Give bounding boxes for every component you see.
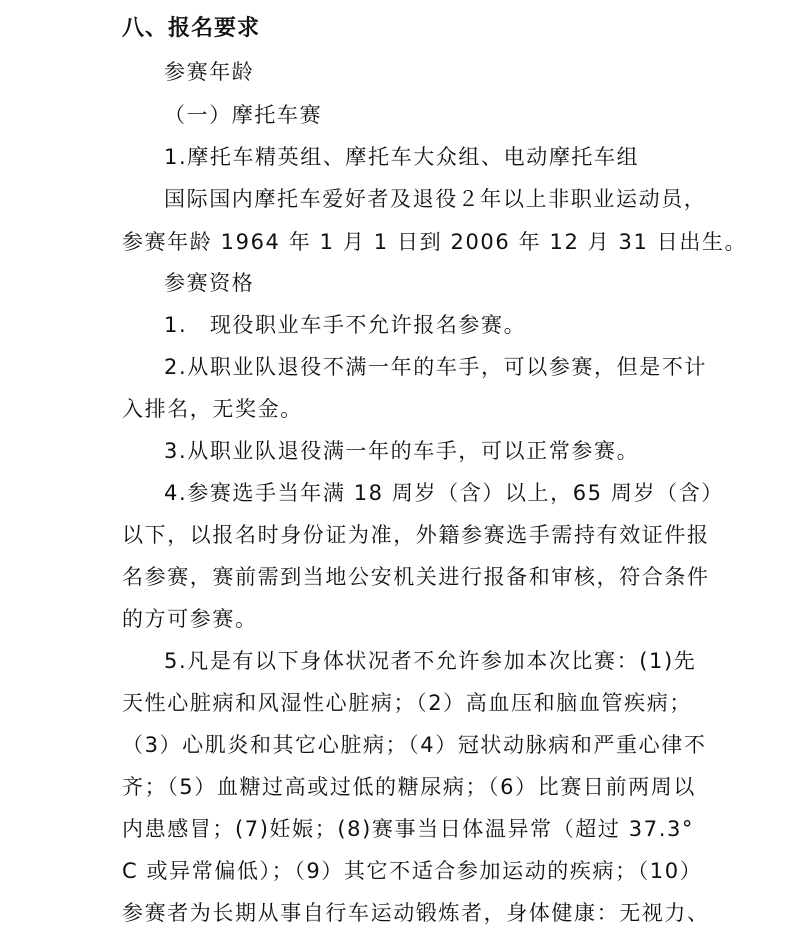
- rule-2-line-1: 2.从职业队退役不满一年的车手，可以参赛，但是不计: [164, 355, 708, 379]
- groups-line: 1.摩托车精英组、摩托车大众组、电动摩托车组: [164, 145, 640, 169]
- rule-3: 3.从职业队退役满一年的车手，可以正常参赛。: [164, 439, 640, 463]
- rule-5-line-6: C 或异常偏低）；（9）其它不适合参加运动的疾病；（10）: [122, 859, 703, 883]
- qualification-label: 参赛资格: [164, 271, 255, 295]
- section-heading: 八、报名要求: [122, 16, 261, 41]
- rule-4-line-3: 名参赛，赛前需到当地公安机关进行报备和审核，符合条件: [122, 565, 710, 589]
- rule-5-line-4: 齐；（5）血糖过高或过低的糖尿病；（6）比赛日前两周以: [122, 775, 696, 799]
- rule-5-line-5: 内患感冒；(7)妊娠；(8)赛事当日体温异常（超过 37.3°: [122, 817, 695, 841]
- rule-5-line-1: 5.凡是有以下身体状况者不允许参加本次比赛：(1)先: [164, 649, 697, 673]
- rule-4-line-2: 以下，以报名时身份证为准，外籍参赛选手需持有效证件报: [122, 523, 710, 547]
- rule-5-line-7: 参赛者为长期从事自行车运动锻炼者，身体健康：无视力、: [122, 901, 710, 925]
- rule-2-line-2: 入排名，无奖金。: [122, 397, 303, 421]
- age-paragraph-line-1: 国际国内摩托车爱好者及退役２年以上非职业运动员，: [164, 187, 707, 211]
- rule-4-line-4: 的方可参赛。: [122, 607, 258, 631]
- rule-1: 1. 现役职业车手不允许报名参赛。: [164, 313, 527, 337]
- subsection-title: （一）摩托车赛: [164, 103, 323, 127]
- rule-4-line-1: 4.参赛选手当年满 18 周岁（含）以上，65 周岁（含）: [164, 481, 724, 505]
- rule-5-line-3: （3）心肌炎和其它心脏病；（4）冠状动脉病和严重心律不: [122, 733, 707, 757]
- age-label: 参赛年龄: [164, 60, 255, 84]
- rule-5-line-2: 天性心脏病和风湿性心脏病；（2）高血压和脑血管疾病；: [122, 691, 692, 715]
- age-paragraph-line-2: 参赛年龄 1964 年 1 月 1 日到 2006 年 12 月 31 日出生。: [122, 230, 748, 254]
